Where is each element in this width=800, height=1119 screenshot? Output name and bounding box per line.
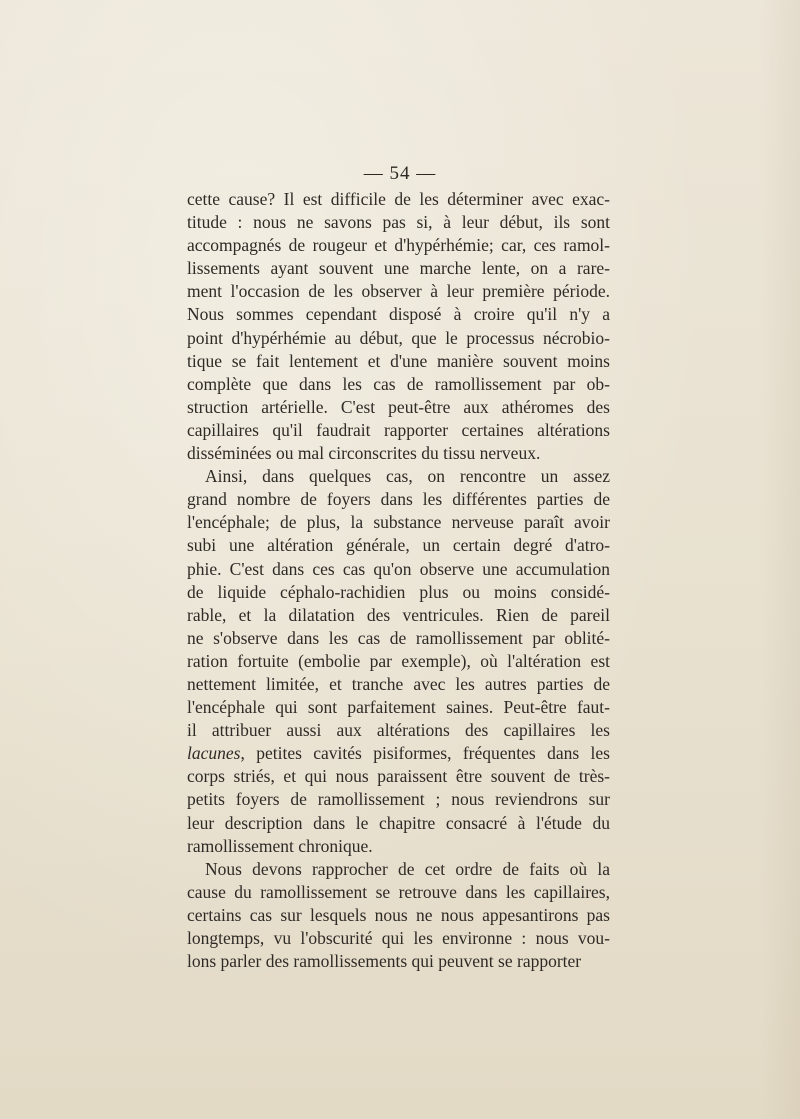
text-line: Nous devons rapprocher de cet ordre de faits où la xyxy=(205,858,610,879)
text-line: nettement limitée, et tranche avec les autres parties de xyxy=(187,673,610,694)
text-line: l'encéphale; de plus, la substance nerveuse paraît avoir xyxy=(187,512,610,533)
text-line: grand nombre de foyers dans les différentes parties de xyxy=(187,489,610,510)
text-line: ment l'occasion de les observer à leur première période. xyxy=(187,281,610,302)
body-text xyxy=(187,188,610,973)
text-line: cause du ramollissement se retrouve dans les capillaires, xyxy=(187,881,610,902)
text-line: lons parler des ramollissements qui peuvent se rapporter xyxy=(187,951,582,972)
paragraph-1 xyxy=(187,188,610,465)
text-line: ne s'observe dans les cas de ramollissement par oblité- xyxy=(187,627,610,648)
text-line: capillaires qu'il faudrait rapporter certaines altérations xyxy=(187,419,610,440)
text-line: petits foyers de ramollissement ; nous reviendrons sur xyxy=(187,789,610,810)
text-line: leur description dans le chapitre consacré à l'étude du xyxy=(187,812,610,833)
paragraph-2 xyxy=(187,465,610,858)
text-line: disséminées ou mal circonscrites du tissu nerveux. xyxy=(187,443,541,464)
text-line: Nous sommes cependant disposé à croire qu'il n'y a xyxy=(187,304,610,325)
text-line: l'encéphale qui sont parfaitement saines. Peut-être faut- xyxy=(187,697,610,718)
text-line: complète que dans les cas de ramollissement par ob- xyxy=(187,373,610,394)
text-line: ramollissement chronique. xyxy=(187,835,373,856)
text-line: tique se fait lentement et d'une manière souvent moins xyxy=(187,350,610,371)
text-line: ration fortuite (embolie par exemple), où l'altération est xyxy=(187,650,610,671)
text-line: rable, et la dilatation des ventricules. Rien de pareil xyxy=(187,604,610,625)
text-line: cette cause? Il est difficile de les déterminer avec exac- xyxy=(187,189,610,209)
text-line: struction artérielle. C'est peut-être aux athéromes des xyxy=(187,396,610,417)
text-line: titude : nous ne savons pas si, à leur début, ils sont xyxy=(187,212,610,233)
text-line: lissements ayant souvent une marche lente, on a rare- xyxy=(187,258,610,279)
text-line: accompagnés de rougeur et d'hypérhémie; car, ces ramol- xyxy=(187,235,610,256)
paragraph-3 xyxy=(187,858,610,973)
text-line: longtemps, vu l'obscurité qui les environne : nous vou- xyxy=(187,928,610,948)
text-line: il attribuer aussi aux altérations des capillaires les xyxy=(187,720,610,741)
text-line: subi une altération générale, un certain degré d'atro- xyxy=(187,535,610,556)
text-line: phie. C'est dans ces cas qu'on observe une accumulation xyxy=(187,558,610,579)
text-line: corps striés, et qui nous paraissent être souvent de très- xyxy=(187,766,610,787)
text-line: certains cas sur lesquels nous ne nous appesantirons pas xyxy=(187,904,610,925)
text-line: de liquide céphalo-rachidien plus ou moins considé- xyxy=(187,581,610,602)
italic-term: lacunes xyxy=(187,743,241,764)
text-line: point d'hypérhémie au début, que le processus nécrobio- xyxy=(187,327,610,348)
text-line: lacunes, petites cavités pisiformes, fréquentes dans les xyxy=(187,743,610,764)
page-number: — 54 — xyxy=(363,163,437,184)
text-line: Ainsi, dans quelques cas, on rencontre un assez xyxy=(205,466,610,487)
